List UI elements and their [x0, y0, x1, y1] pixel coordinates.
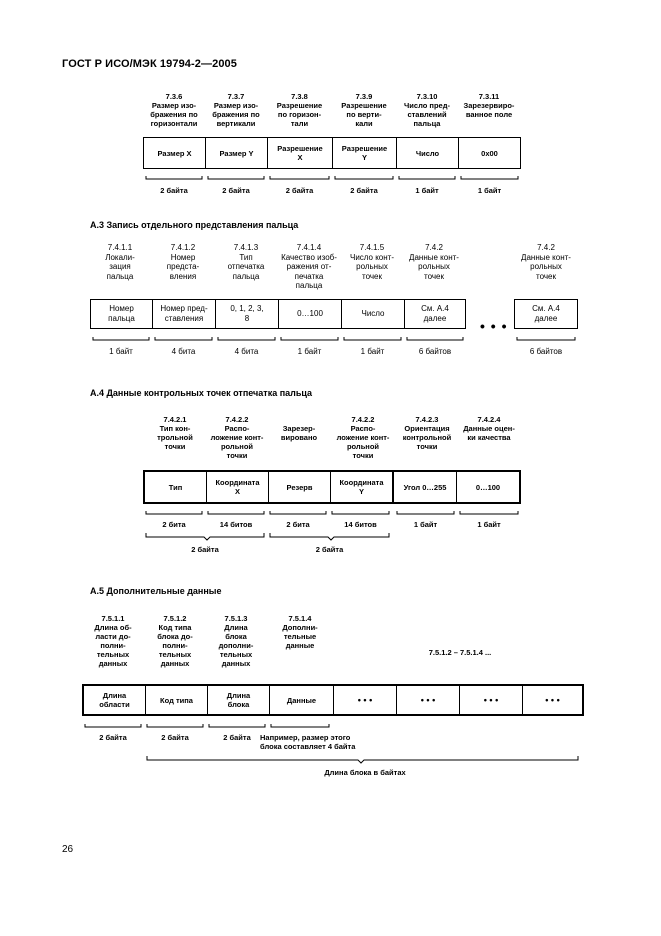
field-heading: 7.3.7 Размер изо- бражения по вертикали: [212, 92, 260, 128]
brace: [146, 511, 518, 514]
field-heading: 7.4.2.1 Тип кон- трольной точки: [157, 415, 193, 451]
field-heading: 7.5.1.2 Код типа блока до- полни- тельных данных: [157, 614, 193, 668]
size-label: 6 байтов: [418, 347, 452, 356]
field-heading: 7.4.2.2 Распо- ложение конт- рольной точки: [336, 415, 390, 460]
size-label: 4 бита: [234, 347, 259, 356]
field-cell: Координата X: [207, 472, 269, 502]
size-label: 1 байт: [477, 520, 501, 529]
field-cell: Код типа: [146, 686, 208, 714]
field-cell: • • •: [460, 686, 523, 714]
field-cell: Число: [397, 138, 459, 168]
field-cell: Угол 0…255: [394, 472, 457, 502]
field-cell: 0…100: [475, 482, 501, 492]
size-label: 2 байта: [285, 186, 314, 195]
field-heading: 7.4.1.5 Число конт- рольных точек: [349, 243, 394, 281]
brace: [93, 337, 575, 340]
size-label: 2 байта: [222, 186, 250, 195]
size-label: 1 байт: [297, 347, 322, 356]
field-heading: 7.3.9 Разрешение по верти- кали: [341, 92, 387, 128]
field-heading: 7.4.2.3 Ориентация контрольной точки: [402, 415, 452, 451]
size-label: 2 бита: [162, 520, 186, 529]
field-heading: 7.5.1.1 Длина об- ласти до- полни- тельных данных: [94, 614, 132, 668]
size-label: 4 бита: [171, 347, 196, 356]
field-cell: Разрешение Y: [333, 138, 397, 168]
group-size-label: 2 байта: [315, 545, 344, 554]
document-header: ГОСТ Р ИСО/МЭК 19794-2—2005: [62, 58, 237, 70]
field-cell: Разрешение X: [268, 138, 333, 168]
size-label: 2 байта: [160, 186, 188, 195]
section-title-a5: А.5 Дополнительные данные: [90, 586, 222, 596]
field-heading: Зарезер- вировано: [280, 424, 318, 442]
field-heading: 7.3.8 Разрешение по горизон- тали: [276, 92, 323, 128]
field-cell: Размер Y: [206, 138, 268, 168]
field-heading: 7.4.2 Данные конт- рольных точек: [409, 243, 459, 281]
field-heading: 7.5.1.4 Дополни- тельные данные: [282, 614, 318, 650]
size-label: 1 байт: [477, 186, 502, 195]
section-title-a3: А.3 Запись отдельного представления пальца: [90, 220, 299, 230]
repeat-label: 7.5.1.2 – 7.5.1.4 ...: [428, 648, 492, 657]
group-size-label: 2 байта: [191, 545, 219, 554]
field-heading: 7.4.2.4 Данные оцен- ки качества: [463, 415, 515, 442]
field-cell: Резерв: [269, 472, 331, 502]
field-cell: 0, 1, 2, 3, 8: [216, 300, 279, 328]
size-label: 14 битов: [344, 520, 377, 529]
size-label: 2 байта: [161, 733, 189, 742]
size-label: 1 байт: [360, 347, 385, 356]
field-cell: Тип: [145, 472, 207, 502]
field-cell: Длина области: [84, 686, 146, 714]
size-label: 2 байта: [99, 733, 127, 742]
size-label: 14 битов: [219, 520, 253, 529]
page-number: 26: [62, 844, 74, 855]
field-cell: Номер пальца: [91, 300, 153, 328]
total-length-label: Длина блока в байтах: [324, 768, 406, 777]
size-label: 1 байт: [415, 186, 439, 195]
size-note: Например, размер этого блока составляет 4 байта: [260, 733, 356, 751]
field-cell: 0x00: [481, 148, 498, 158]
size-label: 6 байтов: [529, 347, 563, 356]
brace: [146, 176, 518, 179]
field-cell: • • •: [397, 686, 460, 714]
field-heading: 7.4.1.2 Номер предста- вления: [166, 243, 200, 281]
size-label: 1 байт: [413, 520, 438, 529]
field-heading: 7.5.1.3 Длина блока дополни- тельных данных: [218, 614, 254, 668]
field-heading: 7.4.1.3 Тип отпечатка пальца: [227, 243, 265, 281]
field-cell: Число: [342, 300, 405, 328]
field-cell: Номер пред- ставления: [153, 300, 216, 328]
field-cell: Координата Y: [331, 472, 394, 502]
brace: [85, 724, 329, 727]
field-heading: 7.4.2 Данные конт- рольных точек: [521, 243, 571, 281]
field-heading: 7.4.1.1 Локали- зация пальца: [105, 243, 135, 281]
field-heading: 7.3.6 Размер изо- бражения по горизонтали: [150, 92, 198, 128]
total-brace: [147, 756, 578, 763]
field-heading: 7.3.11 Зарезервиро- ванное поле: [463, 92, 515, 119]
field-heading: 7.3.10 Число пред- ставлений пальца: [404, 92, 450, 128]
field-cell: См. А.4 далее: [532, 304, 560, 323]
size-label: 2 бита: [286, 520, 310, 529]
field-cell: • • •: [545, 694, 560, 705]
field-cell: • • •: [334, 686, 397, 714]
field-heading: 7.4.2.2 Распо- ложение конт- рольной точки: [210, 415, 264, 460]
section-title-a4: А.4 Данные контрольных точек отпечатка пальца: [90, 388, 313, 398]
group-brace: [146, 533, 389, 540]
size-label: 2 байта: [223, 733, 251, 742]
size-label: 1 байт: [109, 347, 133, 356]
field-cell: Длина блока: [208, 686, 270, 714]
field-cell: См. А.4 далее: [421, 304, 449, 323]
ellipsis: • • •: [480, 318, 508, 334]
field-cell: Данные: [270, 686, 334, 714]
field-cell: Размер X: [144, 138, 206, 168]
field-heading: 7.4.1.4 Качество изоб- ражения от- печатка пальца: [281, 243, 337, 290]
field-cell: 0…100: [279, 300, 342, 328]
size-label: 2 байта: [350, 186, 378, 195]
